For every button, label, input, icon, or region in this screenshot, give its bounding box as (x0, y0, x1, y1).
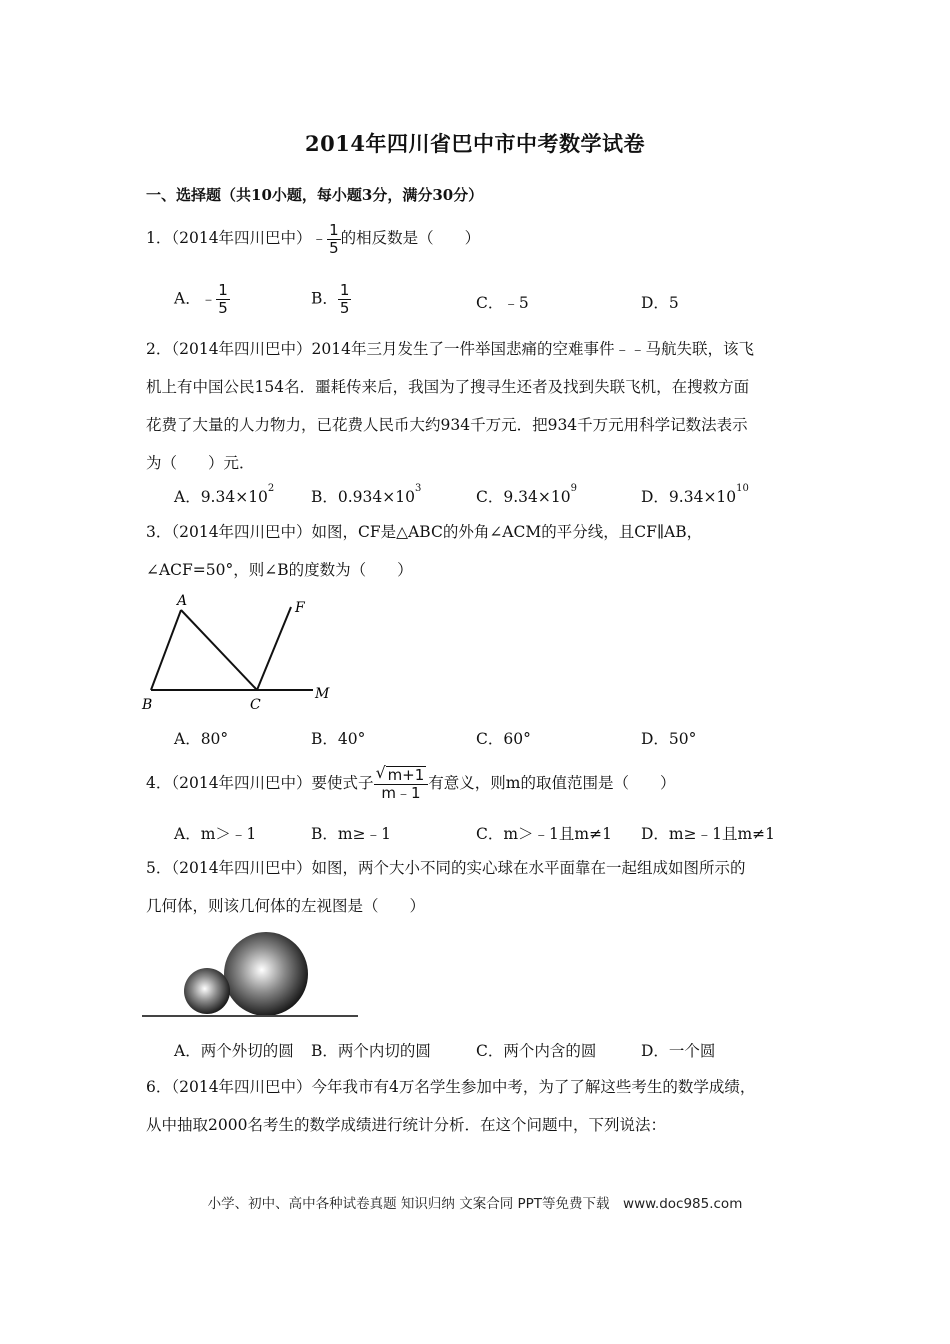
q3-option-d: D．50° (641, 730, 697, 748)
page-footer: 小学、初中、高中各种试卷真题 知识归纳 文案合同 PPT等免费下载 www.doc985.com (207, 1196, 743, 1212)
section-heading: 一、选择题（共10小题，每小题3分，满分30分） (146, 186, 484, 204)
sqrt-radicand: m+1 (387, 766, 425, 784)
label-f: F (295, 600, 305, 616)
fraction-numerator: 1 (329, 220, 339, 239)
q2-option-b (311, 485, 421, 507)
triangle-figure (138, 590, 348, 715)
question-4-suffix: 有意义，则m的取值范围是（ ） (428, 774, 676, 792)
question-1 (146, 219, 480, 257)
q2-option-d (641, 485, 749, 507)
fraction-denominator: 5 (329, 238, 339, 257)
question-5-line-2: 几何体，则该几何体的左视图是（ ） (146, 897, 426, 915)
q4-option-c: C．m＞﹣1且m≠1 (476, 825, 612, 843)
label-c: C (250, 697, 261, 713)
exponent: 2 (267, 483, 275, 494)
fraction-numerator: 1 (339, 281, 350, 299)
question-2-line-3: 花费了大量的人力物力，已花费人民币大约934千万元．把934千万元用科学记数法表示 (146, 416, 748, 434)
question-1-fraction (327, 222, 341, 257)
q2-option-c (476, 485, 577, 507)
question-4 (146, 764, 676, 802)
question-3-line-1: 3．（2014年四川巴中）如图，CF是△ABC的外角∠ACM的平分线，且CF∥AB， (146, 523, 703, 541)
question-1-suffix: 的相反数是（ ） (340, 229, 481, 247)
q3-option-c: C．60° (476, 730, 531, 748)
fraction-denominator: 5 (218, 299, 228, 317)
q2-option-a (174, 485, 274, 507)
segment-ab (151, 610, 181, 690)
question-6-line-1: 6．（2014年四川巴中）今年我市有4万名学生参加中考，为了了解这些考生的数学成绩， (146, 1078, 756, 1096)
option-text: B．0.934×10 (311, 488, 415, 506)
q5-option-a: A．两个外切的圆 (174, 1042, 294, 1060)
question-6 (146, 1068, 806, 1144)
option-label: A．﹣ (174, 289, 217, 308)
question-4-expression (374, 763, 429, 802)
q5-option-c: C．两个内含的圆 (476, 1042, 597, 1060)
q5-option-d: D．一个圆 (641, 1042, 716, 1060)
q3-option-a: A．80° (174, 730, 229, 748)
q1-option-a (174, 282, 230, 317)
option-fraction (338, 282, 352, 317)
spheres-figure (142, 928, 362, 1022)
fraction-denominator: 5 (339, 299, 350, 317)
question-2-line-4: 为（ ）元． (146, 454, 255, 472)
option-fraction (216, 282, 230, 317)
label-m: M (315, 686, 330, 702)
q5-option-b: B．两个内切的圆 (311, 1042, 431, 1060)
question-6-line-2: 从中抽取2000名考生的数学成绩进行统计分析．在这个问题中，下列说法： (146, 1116, 666, 1134)
question-5-line-1: 5．（2014年四川巴中）如图，两个大小不同的实心球在水平面靠在一起组成如图所示的 (146, 859, 746, 877)
q1-option-d: D．5 (641, 294, 679, 312)
label-b: B (142, 697, 153, 713)
segment-ac (181, 610, 257, 690)
option-text: A．9.34×10 (174, 488, 268, 506)
q1-option-b (311, 282, 351, 317)
q4-option-d: D．m≥﹣1且m≠1 (641, 825, 776, 843)
question-3-line-2: ∠ACF=50°，则∠B的度数为（ ） (146, 561, 413, 579)
question-4-prefix: 4．（2014年四川巴中）要使式子 (146, 774, 374, 792)
option-label: B． (311, 289, 338, 308)
fraction-numerator: 1 (218, 281, 228, 299)
fraction-numerator (374, 763, 429, 785)
q3-option-b: B．40° (311, 730, 366, 748)
ray-cf (257, 607, 291, 690)
exponent: 3 (414, 483, 422, 494)
question-1-prefix: 1．（2014年四川巴中）﹣ (146, 229, 328, 247)
large-sphere (224, 932, 308, 1016)
fraction-denominator: m﹣1 (381, 784, 421, 802)
question-2 (146, 330, 806, 482)
label-a: A (177, 593, 188, 609)
option-text: C．9.34×10 (476, 488, 571, 506)
question-2-line-2: 机上有中国公民154名．噩耗传来后，我国为了搜寻生还者及找到失联飞机，在搜救方面 (146, 378, 750, 396)
exponent: 9 (570, 483, 577, 494)
page-title: 2014年四川省巴中市中考数学试卷 (305, 131, 645, 156)
question-5 (146, 849, 806, 925)
sqrt-symbol: √ m+1 (375, 763, 425, 784)
option-text: D．9.34×10 (641, 488, 737, 506)
exponent: 10 (736, 483, 749, 494)
q1-option-c: C．﹣5 (476, 294, 529, 312)
small-sphere (184, 968, 230, 1014)
question-2-line-1: 2．（2014年四川巴中）2014年三月发生了一件举国悲痛的空难事件﹣﹣马航失联，该飞 (146, 340, 755, 358)
q4-option-a: A．m＞﹣1 (174, 825, 257, 843)
question-3 (146, 513, 806, 589)
q4-option-b: B．m≥﹣1 (311, 825, 391, 843)
